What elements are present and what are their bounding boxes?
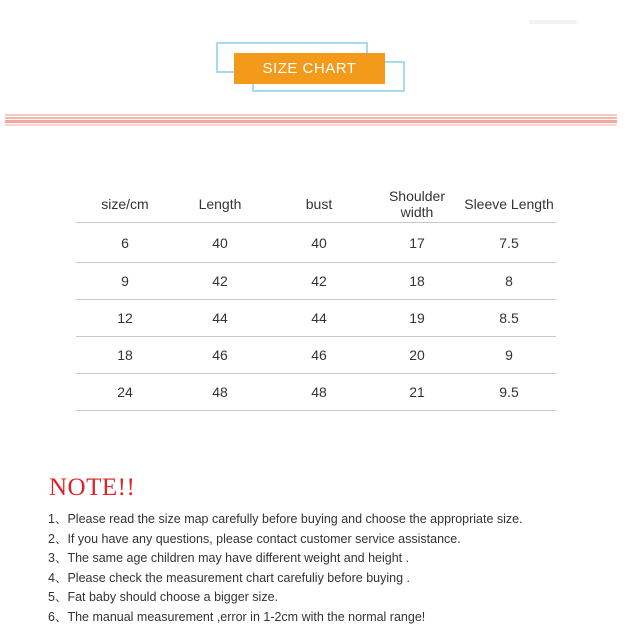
cell-length: 46 bbox=[212, 347, 228, 363]
cell-sleeve-length: 7.5 bbox=[499, 234, 519, 251]
stripe-line bbox=[5, 124, 617, 126]
table-row bbox=[76, 337, 556, 374]
cell-bust: 48 bbox=[311, 384, 327, 400]
cell-sleeve-length: 9 bbox=[505, 347, 513, 363]
column-header-length: Length bbox=[198, 196, 242, 212]
cell-shoulder-width: 21 bbox=[409, 384, 425, 400]
table-row bbox=[76, 263, 556, 300]
note-item: 4、Please check the measurement chart carefuliy before buying . bbox=[48, 570, 410, 585]
cell-size: 9 bbox=[121, 273, 129, 289]
cell-bust: 44 bbox=[311, 310, 327, 326]
note-item: 1、Please read the size map carefully before buying and choose the appropriate size. bbox=[48, 512, 523, 526]
decorative-dash bbox=[529, 20, 577, 24]
cell-sleeve-length: 8.5 bbox=[499, 310, 519, 326]
column-header-size: size/cm bbox=[101, 196, 149, 212]
stripe-line bbox=[5, 114, 617, 116]
stripe-line bbox=[5, 117, 617, 119]
cell-bust: 42 bbox=[311, 273, 327, 289]
cell-bust: 46 bbox=[311, 347, 327, 363]
cell-length: 48 bbox=[212, 384, 228, 400]
cell-shoulder-width: 17 bbox=[409, 234, 425, 251]
note-list bbox=[48, 510, 523, 628]
note-item: 5、Fat baby should choose a bigger size. bbox=[48, 590, 278, 605]
cell-length: 44 bbox=[212, 310, 228, 326]
size-table bbox=[76, 186, 556, 411]
cell-sleeve-length: 9.5 bbox=[499, 384, 519, 400]
column-header-sleeve-length: Sleeve Length bbox=[464, 196, 554, 212]
cell-bust: 40 bbox=[311, 234, 327, 251]
cell-length: 42 bbox=[212, 273, 228, 289]
note-item: 3、The same age children may have different weight and height . bbox=[48, 551, 410, 566]
cell-size: 6 bbox=[121, 234, 129, 251]
cell-sleeve-length: 8 bbox=[505, 273, 513, 289]
cell-length: 40 bbox=[212, 234, 228, 251]
table-row bbox=[76, 374, 556, 411]
table-row bbox=[76, 223, 556, 263]
table-row bbox=[76, 300, 556, 337]
cell-shoulder-width: 20 bbox=[409, 347, 425, 363]
column-header-bust: bust bbox=[305, 196, 333, 212]
cell-size: 12 bbox=[117, 310, 133, 326]
cell-shoulder-width: 18 bbox=[409, 273, 425, 289]
column-header-shoulder-width: Shoulder width bbox=[388, 188, 446, 220]
note-item: 2、If you have any questions, please contact customer service assistance. bbox=[48, 531, 461, 546]
size-chart-badge: SIZE CHART bbox=[234, 53, 385, 84]
cell-size: 18 bbox=[117, 347, 133, 363]
table-header-row bbox=[76, 186, 556, 223]
note-item: 6、The manual measurement ,error in 1-2cm with the normal range! bbox=[48, 609, 426, 624]
stripe-line bbox=[5, 120, 617, 123]
cell-shoulder-width: 19 bbox=[409, 310, 425, 326]
cell-size: 24 bbox=[117, 384, 133, 400]
note-title: NOTE!! bbox=[49, 474, 136, 501]
